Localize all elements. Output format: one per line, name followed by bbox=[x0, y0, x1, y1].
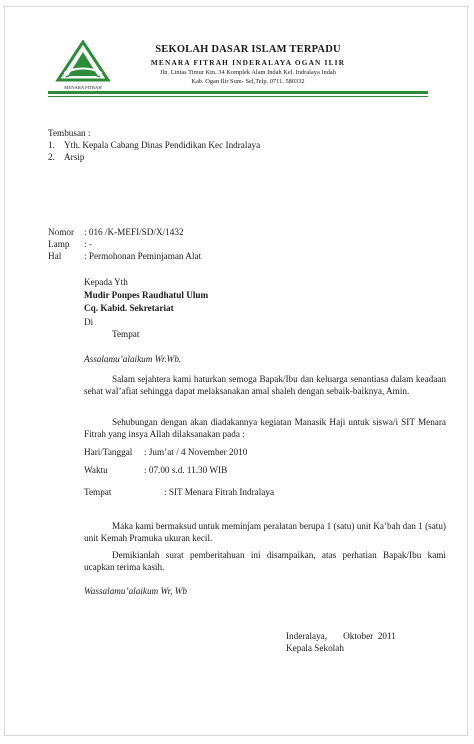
tembusan-label: Tembusan : bbox=[48, 128, 91, 138]
tembusan-item-2: Arsip bbox=[64, 152, 85, 162]
school-logo-icon bbox=[54, 40, 112, 92]
event-place-value: : SIT Menara Fitrah Indralaya bbox=[164, 487, 275, 497]
tembusan-item-1: Yth. Kepala Cabang Dinas Pendidikan Kec Indralaya bbox=[64, 140, 261, 150]
recipient-line-2: Cq. Kabid. Sekretariat bbox=[84, 303, 174, 313]
nomor-label: Nomor bbox=[48, 227, 75, 237]
recipient-line-1: Mudir Ponpes Raudhatul Ulum bbox=[84, 290, 209, 300]
recipient-di: Di bbox=[84, 317, 94, 327]
lamp-label: Lamp bbox=[48, 239, 70, 249]
tembusan-item-2-num: 2. bbox=[48, 152, 55, 162]
event-date-label: Hari/Tanggal bbox=[84, 447, 133, 457]
paragraph-3: Maka kami bermaksud untuk meminjam peralatan berupa 1 (satu) unit Ka’bah dan 1 (satu) unit Kemah Pramuka ukuran kecil. bbox=[84, 521, 446, 543]
event-date-value: : Jum’at / 4 November 2010 bbox=[144, 447, 248, 457]
event-time-value: : 07.00 s.d. 11.30 WIB bbox=[144, 465, 228, 475]
school-name: SEKOLAH DASAR ISLAM TERPADU bbox=[155, 44, 341, 55]
logo-caption: MENARA FITRAH bbox=[64, 85, 102, 90]
recipient-tempat: Tempat bbox=[112, 329, 140, 339]
paragraph-4: Demikianlah surat pemberitahuan ini disampaikan, atas perhatian Bapak/Ibu kami ucapkan terima kasih. bbox=[84, 550, 446, 572]
nomor-value: : 016 /K-MEFI/SD/X/1432 bbox=[84, 227, 184, 237]
page-border bbox=[4, 6, 468, 736]
paragraph-1: Salam sejahtera kami haturkan semoga Bapak/Ibu dan keluarga senantiasa dalam keadaan sehat wal’afiat sehingga dapat melaksanakan amal shaleh dengan sebaik-baiknya, Amin. bbox=[84, 374, 446, 396]
closing-greeting: Wassalamu’alaikum Wr, Wb bbox=[84, 586, 188, 596]
greeting: Assalamu’alaikum Wr.Wb. bbox=[84, 354, 182, 364]
paragraph-2: Sehubungan dengan akan diadakannya kegiatan Manasik Haji untuk siswa/i SIT Menara Fitrah yang insya Allah dilaksanakan pada : bbox=[84, 417, 446, 439]
address-line-2: Kab. Ogan Ilir Sum- Sel,Telp. 0711. 580332 bbox=[191, 78, 305, 85]
signature-title: Kepala Sekolah bbox=[286, 643, 344, 653]
letterhead-rule-thick bbox=[48, 91, 428, 94]
recipient-kepada: Kepada Yth bbox=[84, 277, 128, 287]
school-subtitle: MENARA FITRAH INDERALAYA OGAN ILIR bbox=[150, 58, 346, 67]
address-line-1: Jln. Lintas Timur Km. 34 Komplek Alam Indah Kel. Indralaya Indah bbox=[160, 69, 336, 76]
letterhead-rule-thin bbox=[48, 96, 428, 97]
event-place-label: Tempat bbox=[84, 487, 112, 497]
hal-value: : Permohonan Peminjaman Alat bbox=[84, 251, 202, 261]
tembusan-item-1-num: 1. bbox=[48, 140, 55, 150]
lamp-value: : - bbox=[84, 239, 92, 249]
event-time-label: Waktu bbox=[84, 465, 108, 475]
place-date: Inderalaya, Oktober 2011 bbox=[286, 631, 396, 641]
hal-label: Hal bbox=[48, 251, 62, 261]
